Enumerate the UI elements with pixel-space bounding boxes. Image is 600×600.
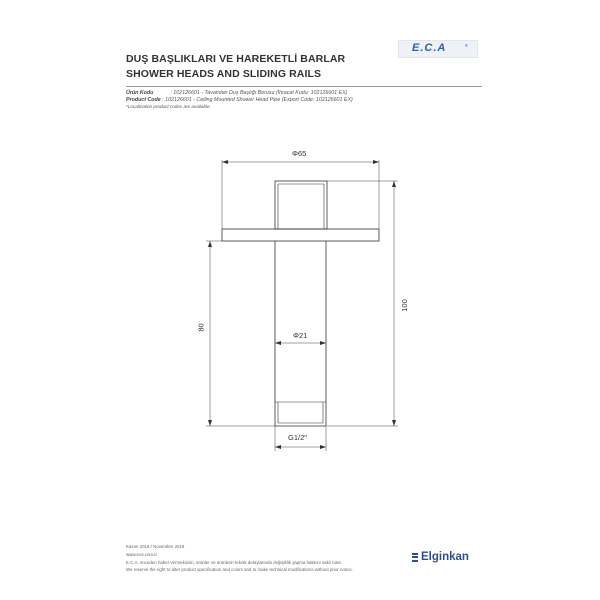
footer-date: Kasım 2018 / November 2018 — [126, 544, 185, 549]
dim-flange-diameter: Φ65 — [292, 149, 307, 158]
elginkan-logo-text: Elginkan — [421, 551, 469, 563]
footer-website[interactable]: www.eca.com.tr — [126, 552, 157, 557]
product-code-label-en: Product Code — [126, 97, 161, 103]
product-code-label-tr: Ürün Kodu — [126, 90, 154, 96]
product-code-value-en: : 102126601 - Ceiling Mounted Shower Head Pipe (Export Code: 102126601 EX) — [162, 97, 353, 103]
flange-outline — [222, 229, 379, 241]
arrow-total-top — [392, 181, 396, 187]
eca-logo-text: E.C.A — [412, 42, 447, 54]
arrow-flange-left — [222, 160, 228, 164]
elginkan-logo — [412, 549, 469, 565]
arrow-thread-right — [320, 445, 326, 449]
registered-mark-icon: ® — [465, 43, 468, 48]
arrow-flange-right — [373, 160, 379, 164]
dim-total-height: 100 — [399, 299, 409, 312]
dim-pipe-length: 80 — [196, 323, 206, 332]
footer-disclaimer-tr: E.C.A. önceden haber vermeksizin, ürünler ve ürünlerin teknik detaylarında değişiklik yapma hakkını saklı tutar. — [126, 560, 342, 565]
dim-pipe-diameter: Φ21 — [293, 331, 308, 340]
arrow-pipe-bottom — [208, 420, 212, 426]
arrow-thread-left — [275, 445, 281, 449]
localization-note: *Localization product codes are available. — [126, 104, 211, 109]
arrow-diam-left — [275, 341, 281, 345]
arrow-diam-right — [320, 341, 326, 345]
footer-disclaimer-en: We reserve the right to alter product specification and colors and to make technical modifications without prior notice. — [126, 567, 353, 572]
dim-thread-size: G1/2" — [288, 433, 307, 442]
elginkan-mark-icon — [412, 553, 418, 562]
title-turkish: DUŞ BAŞLIKLARI VE HAREKETLİ BARLAR — [126, 53, 346, 65]
product-code-value-tr: : 102126601 - Tavandan Duş Başlığı Borusu (İhracat Kodu: 102126601 EX) — [170, 90, 348, 96]
title-english: SHOWER HEADS AND SLIDING RAILS — [126, 68, 322, 80]
upper-nipple-outline — [275, 181, 327, 229]
arrow-pipe-top — [208, 241, 212, 247]
arrow-total-bottom — [392, 420, 396, 426]
